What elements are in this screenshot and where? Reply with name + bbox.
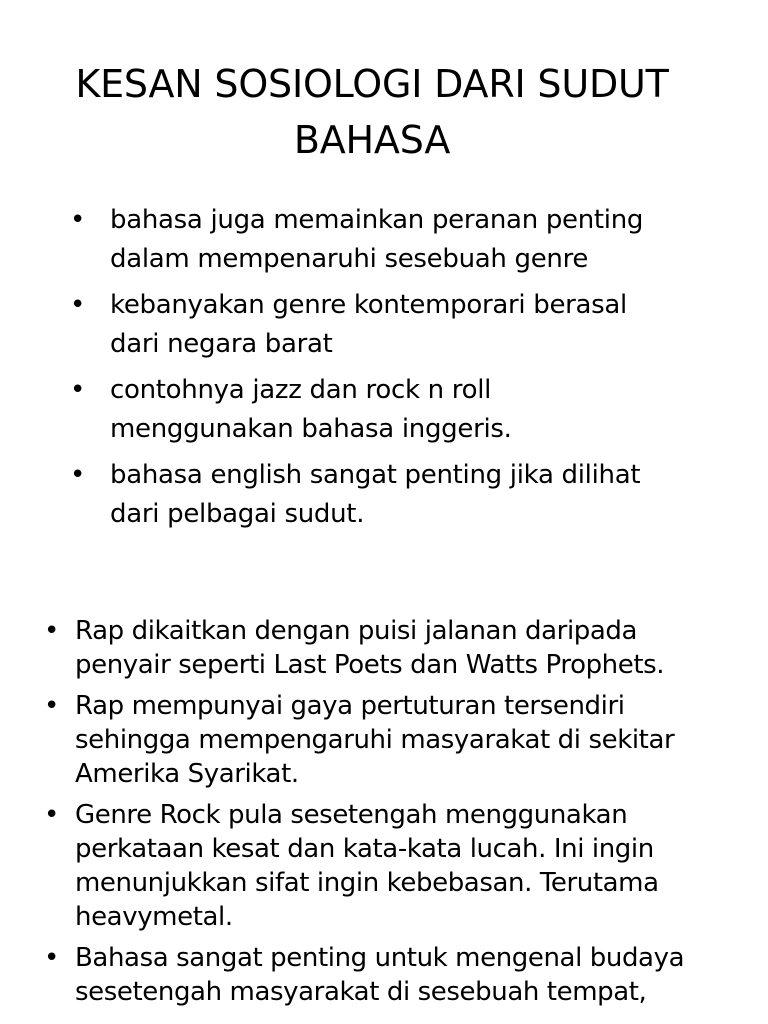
bullet-text-line: bahasa english sangat penting jika dilihat — [110, 460, 641, 490]
bullet-item — [44, 689, 744, 791]
bullet-item — [44, 614, 744, 682]
bullet-dot: • — [70, 290, 86, 320]
bullet-text-line: perkataan kesat dan kata-kata lucah. Ini ingin — [75, 834, 654, 864]
bullet-text-line: contohnya jazz dan rock n roll — [110, 375, 492, 405]
bullet-list — [70, 201, 710, 541]
slide-2 — [0, 576, 768, 1024]
bullet-item — [70, 201, 710, 278]
bullet-item — [70, 371, 710, 448]
bullet-item — [70, 456, 710, 533]
bullet-text-line: heavymetal. — [75, 902, 233, 932]
bullet-dot: • — [44, 800, 59, 830]
bullet-text-line: penyair seperti Last Poets dan Watts Prophets. — [75, 650, 665, 680]
bullet-dot: • — [70, 375, 86, 405]
bullet-item — [44, 798, 744, 934]
bullet-text-line: Rap mempunyai gaya pertuturan tersendiri — [75, 691, 625, 721]
bullet-dot: • — [44, 943, 59, 973]
bullet-text-line: Genre Rock pula sesetengah menggunakan — [75, 800, 628, 830]
bullet-item — [44, 941, 744, 1009]
bullet-text-line: menggunakan bahasa inggeris. — [110, 413, 512, 444]
bullet-text-line: Rap dikaitkan dengan puisi jalanan daripada — [75, 616, 638, 646]
bullet-dot: • — [44, 616, 59, 646]
title-line: BAHASA — [293, 118, 451, 162]
bullet-dot: • — [70, 205, 86, 235]
bullet-text-line: kebanyakan genre kontemporari berasal — [110, 290, 627, 320]
bullet-dot: • — [44, 691, 59, 721]
bullet-text-line: dari negara barat — [110, 328, 333, 359]
slide-title — [40, 56, 704, 168]
title-line: KESAN SOSIOLOGI DARI SUDUT — [75, 62, 669, 106]
bullet-text-line: bahasa juga memainkan peranan penting — [110, 205, 644, 235]
bullet-text-line: sehingga mempengaruhi masyarakat di sekitar — [75, 725, 675, 755]
bullet-text-line: dari pelbagai sudut. — [110, 498, 365, 529]
bullet-dot: • — [70, 460, 86, 490]
bullet-text-line: Amerika Syarikat. — [75, 759, 299, 789]
bullet-text-line: dalam mempenaruhi sesebuah genre — [110, 243, 589, 274]
bullet-text-line: sesetengah masyarakat di sesebuah tempat, — [75, 977, 647, 1007]
bullet-text-line: Bahasa sangat penting untuk mengenal budaya — [75, 943, 685, 973]
bullet-list — [44, 614, 744, 1016]
bullet-text-line: menunjukkan sifat ingin kebebasan. Terutama — [75, 868, 659, 898]
bullet-item — [70, 286, 710, 363]
